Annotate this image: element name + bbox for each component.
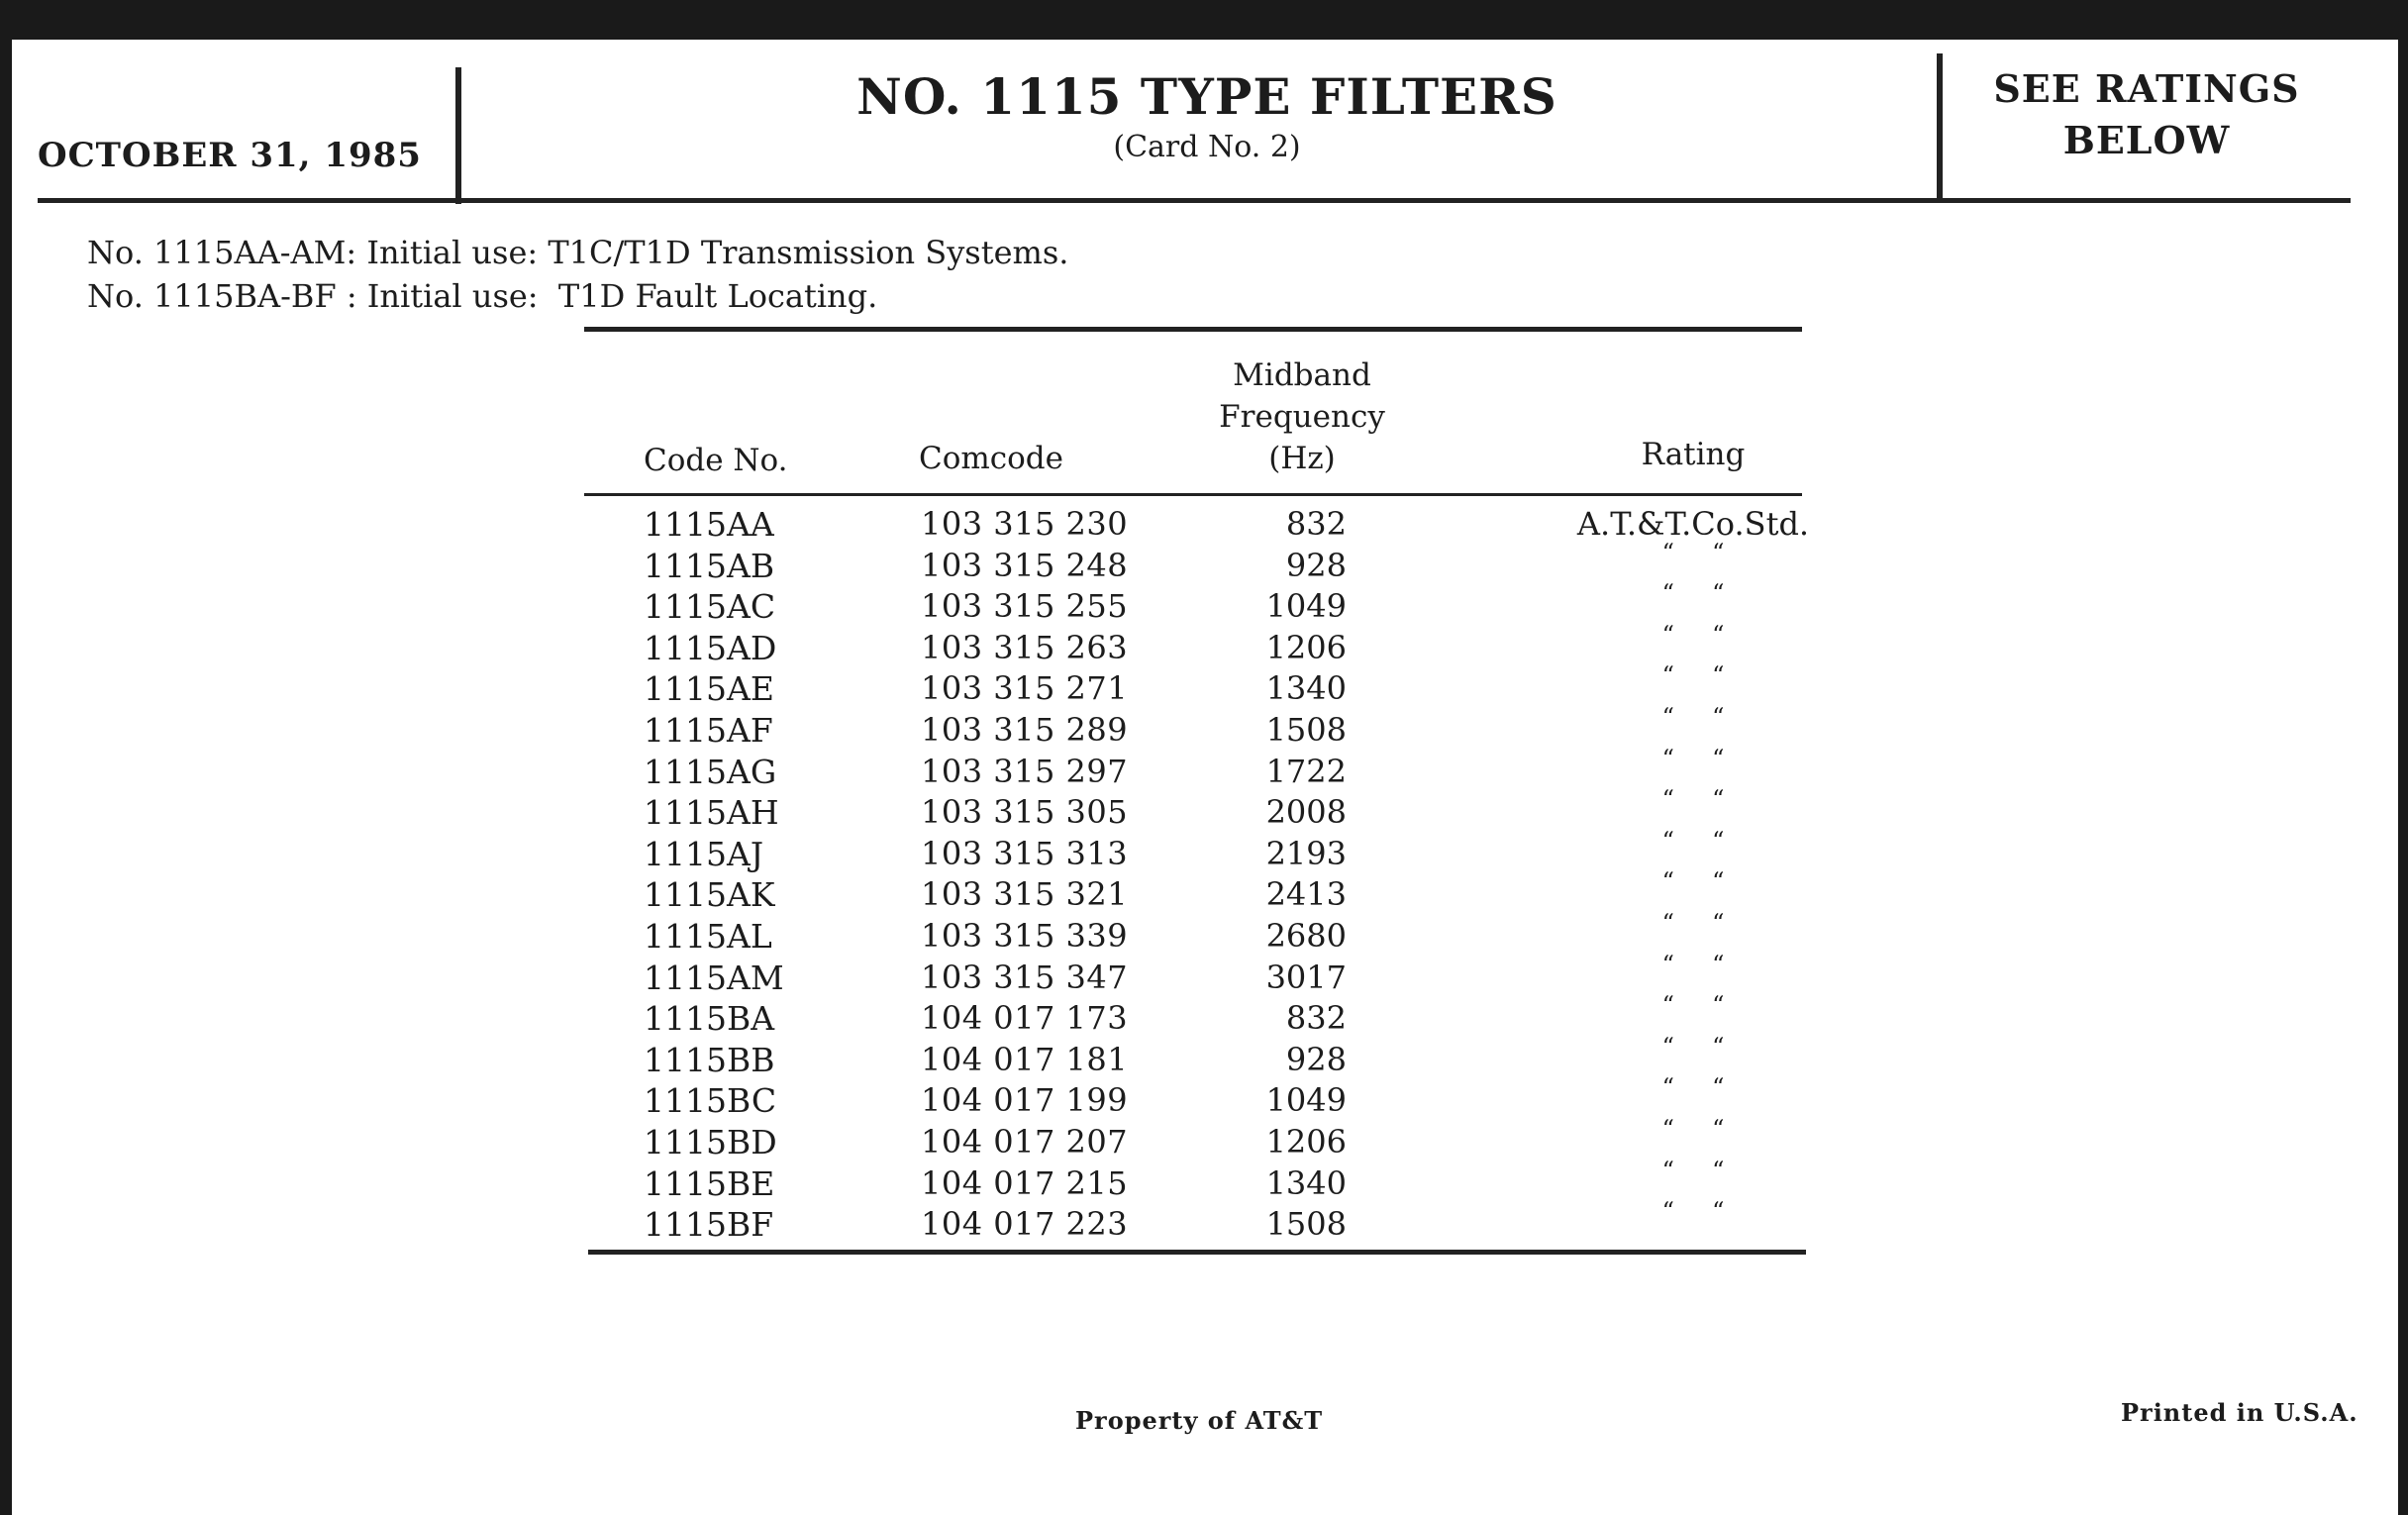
cell-rating: “ “ (1661, 744, 1725, 772)
cell-frequency: 1340 (1265, 669, 1347, 708)
ratings-line-2: BELOW (2062, 118, 2231, 162)
cell-frequency: 1722 (1265, 752, 1347, 790)
cell-frequency: 832 (1285, 505, 1347, 543)
cell-rating: “ “ (1661, 620, 1725, 649)
ratings-line-1: SEE RATINGS (1993, 66, 2300, 111)
cell-comcode: 103 315 230 (921, 505, 1129, 543)
table-row (584, 950, 1802, 997)
table-row (584, 538, 1802, 585)
table-row (584, 579, 1802, 627)
table-row (584, 620, 1802, 667)
cell-rating: “ “ (1661, 1114, 1725, 1143)
cell-comcode: 104 017 223 (921, 1205, 1129, 1244)
cell-frequency: 1049 (1265, 1081, 1347, 1120)
table-row (584, 501, 1810, 544)
cell-code: 1115AM (644, 958, 784, 997)
ratings-note (1958, 63, 2335, 166)
table-row (584, 867, 1802, 915)
cell-rating: “ “ (1661, 1073, 1725, 1102)
table-row (584, 908, 1802, 956)
cell-rating: “ “ (1661, 991, 1725, 1020)
cell-comcode: 104 017 215 (921, 1163, 1129, 1202)
cell-rating: “ “ (1661, 579, 1725, 608)
table-bottom-rule (588, 1250, 1806, 1255)
cell-rating: “ “ (1661, 785, 1725, 814)
cell-frequency: 2413 (1265, 875, 1347, 914)
cell-frequency: 1206 (1265, 628, 1347, 666)
col-header-frequency (1198, 354, 1406, 479)
col-header-comcode: Comcode (919, 441, 1063, 476)
table-row (584, 1197, 1802, 1245)
title-block (469, 61, 1945, 164)
col-header-rating: Rating (1641, 437, 1746, 472)
table-row (584, 1073, 1802, 1121)
cell-rating: “ “ (1661, 661, 1725, 690)
table-row (584, 661, 1802, 709)
table-body (584, 501, 1810, 1245)
freq-header-line-3: (Hz) (1268, 441, 1336, 476)
footer-printed: Printed in U.S.A. (2121, 1398, 2358, 1427)
cell-comcode: 104 017 199 (921, 1081, 1129, 1120)
table-row (584, 785, 1802, 833)
table-row (584, 991, 1802, 1039)
cell-code: 1115AF (644, 710, 773, 750)
cell-comcode: 103 315 321 (921, 875, 1129, 914)
cell-rating: “ “ (1661, 702, 1725, 731)
cell-code: 1115BB (644, 1040, 775, 1079)
cell-code: 1115AJ (644, 834, 764, 873)
cell-rating: “ “ (1661, 950, 1725, 978)
cell-frequency: 1508 (1265, 710, 1347, 749)
cell-comcode: 103 315 339 (921, 916, 1129, 955)
filters-table (584, 327, 1810, 1245)
cell-comcode: 103 315 271 (921, 669, 1129, 708)
cell-rating: “ “ (1661, 1156, 1725, 1184)
cell-frequency: 3017 (1265, 958, 1347, 996)
cell-rating: “ “ (1661, 538, 1725, 566)
table-row (584, 1114, 1802, 1162)
freq-header-line-1: Midband (1233, 357, 1371, 393)
usage-note-aa-am: No. 1115AA-AM: Initial use: T1C/T1D Transmission Systems. (87, 234, 1069, 271)
cell-code: 1115AC (644, 587, 776, 627)
cell-comcode: 103 315 347 (921, 958, 1129, 996)
cell-comcode: 103 315 313 (921, 834, 1129, 872)
table-row (584, 1032, 1802, 1079)
usage-notes (87, 231, 1068, 318)
cell-comcode: 103 315 297 (921, 752, 1129, 790)
cell-rating: “ “ (1661, 867, 1725, 896)
cell-code: 1115BE (644, 1163, 775, 1203)
cell-code: 1115AD (644, 628, 777, 667)
table-row (584, 702, 1802, 750)
table-header-rule (584, 493, 1802, 496)
cell-rating: “ “ (1661, 1032, 1725, 1060)
cell-frequency: 1508 (1265, 1205, 1347, 1244)
cell-frequency: 1206 (1265, 1122, 1347, 1161)
cell-code: 1115BF (644, 1205, 774, 1245)
cell-frequency: 2008 (1265, 793, 1347, 832)
table-row (584, 826, 1802, 873)
cell-code: 1115AA (644, 505, 774, 544)
cell-frequency: 1340 (1265, 1163, 1347, 1202)
table-header (584, 327, 1802, 495)
cell-comcode: 103 315 289 (921, 710, 1129, 749)
col-header-code: Code No. (644, 443, 788, 478)
cell-comcode: 103 315 248 (921, 546, 1129, 584)
document-card (12, 40, 2398, 1515)
cell-rating: “ “ (1661, 1197, 1725, 1226)
cell-comcode: 104 017 181 (921, 1040, 1129, 1078)
cell-frequency: 2193 (1265, 834, 1347, 872)
cell-code: 1115AK (644, 875, 775, 915)
cell-code: 1115AE (644, 669, 774, 709)
document-date: OCTOBER 31, 1985 (38, 136, 422, 175)
cell-comcode: 104 017 173 (921, 999, 1129, 1038)
cell-rating: A.T.&T.Co.Std. (1576, 505, 1810, 543)
cell-code: 1115AH (644, 793, 779, 833)
cell-frequency: 1049 (1265, 587, 1347, 626)
cell-comcode: 104 017 207 (921, 1122, 1129, 1161)
usage-note-ba-bf: No. 1115BA-BF : Initial use: T1D Fault Locating. (87, 277, 878, 315)
cell-comcode: 103 315 305 (921, 793, 1129, 832)
document-title: NO. 1115 TYPE FILTERS (856, 67, 1557, 126)
document-subtitle: (Card No. 2) (1113, 130, 1301, 164)
cell-code: 1115BC (644, 1081, 777, 1121)
cell-code: 1115AG (644, 752, 777, 791)
cell-frequency: 2680 (1265, 916, 1347, 955)
header-divider-left (455, 67, 461, 204)
cell-rating: “ “ (1661, 826, 1725, 855)
cell-frequency: 928 (1285, 1040, 1347, 1078)
freq-header-line-2: Frequency (1219, 399, 1385, 435)
table-row (584, 744, 1802, 791)
cell-comcode: 103 315 255 (921, 587, 1129, 626)
cell-code: 1115AB (644, 546, 775, 585)
cell-frequency: 928 (1285, 546, 1347, 584)
cell-comcode: 103 315 263 (921, 628, 1129, 666)
cell-frequency: 832 (1285, 999, 1347, 1038)
cell-code: 1115AL (644, 916, 772, 956)
cell-rating: “ “ (1661, 908, 1725, 937)
cell-code: 1115BD (644, 1122, 777, 1162)
table-row (584, 1156, 1802, 1203)
footer-property: Property of AT&T (1075, 1406, 1324, 1435)
cell-code: 1115BA (644, 999, 775, 1039)
